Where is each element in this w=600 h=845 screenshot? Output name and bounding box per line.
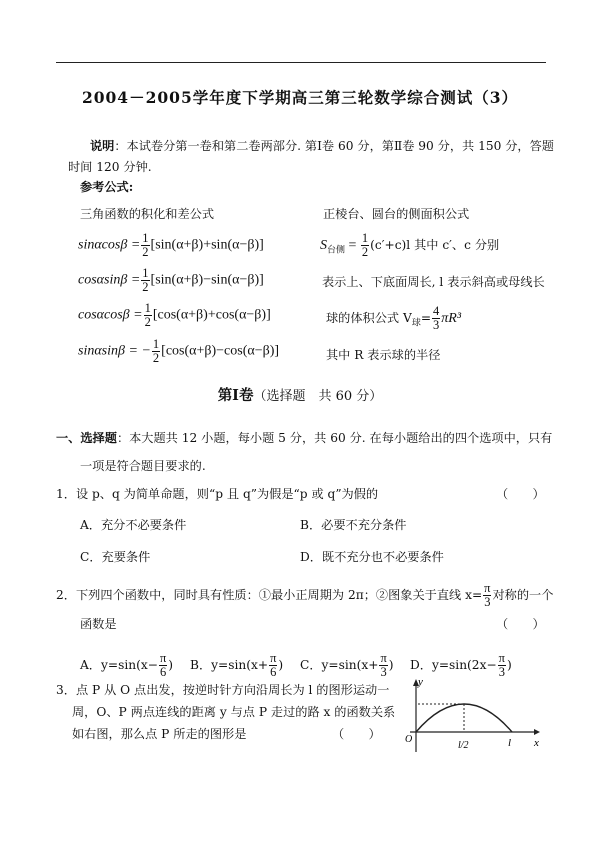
x-axis-label: x <box>534 737 539 749</box>
formula-2 <box>78 267 264 294</box>
formula-frustum-note: 表示上、下底面周长, l 表示斜高或母线长 <box>322 275 545 289</box>
q1-option-c: C．充要条件 <box>80 550 151 564</box>
formula-4 <box>78 338 279 365</box>
note-line2: 时间 120 分钟. <box>68 160 152 174</box>
q2-line2: 函数是 <box>80 617 117 631</box>
half-l-label: l/2 <box>458 740 469 751</box>
q3-graph <box>404 676 544 756</box>
formula-2-rhs: [sin(α+β)−sin(α−β)] <box>150 272 264 288</box>
q2-stem: 2．下列四个函数中，同时具有性质：①最小正周期为 2π；②图象关于直线 x= $\frac{\pi}{3}$ 对称的一个 <box>56 581 554 609</box>
q1-option-d: D．既不充分也不必要条件 <box>300 550 444 564</box>
half-fraction: $\frac{1}{2}$ <box>152 337 160 365</box>
formula-4-lhs: sinαsinβ = − <box>78 343 151 359</box>
part1-line2: 一项是符合题目要求的. <box>80 459 206 473</box>
q1-option-b: B．必要不充分条件 <box>300 518 407 532</box>
formula-right-title: 正棱台、圆台的侧面积公式 <box>323 207 470 221</box>
section-subtitle: （选择题 共 60 分） <box>253 389 383 404</box>
formula-3-lhs: cosαcosβ = <box>78 307 143 323</box>
formula-3-rhs: [cos(α+β)+cos(α−β)] <box>152 307 271 323</box>
part1-line1 <box>56 428 552 449</box>
note-line1 <box>90 136 554 157</box>
formula-1 <box>78 232 264 259</box>
formula-sphere-note: 其中 R 表示球的半径 <box>326 348 441 362</box>
q2-option-d: D．y=sin(2x− $\frac{\pi}{3}$ ) <box>410 651 512 679</box>
half-fraction: $\frac{1}{2}$ <box>142 231 149 259</box>
q1-option-a: A．充分不必要条件 <box>80 518 187 532</box>
note-text: ：本试卷分第一卷和第二卷两部分. 第Ⅰ卷 60 分，第Ⅱ卷 90 分，共 150 分，答题 <box>114 139 554 153</box>
formula-left-title: 三角函数的积化和差公式 <box>80 207 215 221</box>
x-axis-arrow <box>534 729 540 735</box>
page-title: 2004－2005学年度下学期高三第三轮数学综合测试（3） <box>81 88 519 107</box>
section-heading <box>0 384 600 405</box>
formula-heading: 参考公式: <box>80 180 134 194</box>
top-rule <box>56 62 546 63</box>
q2-option-c: C．y=sin(x+ $\frac{\pi}{3}$ ) <box>300 651 394 679</box>
q3-line1: 3．点 P 从 O 点出发，按逆时针方向沿周长为 l 的图形运动一 <box>56 683 390 697</box>
formula-1-rhs: [sin(α+β)+sin(α−β)] <box>150 237 264 253</box>
half-fraction: $\frac{1}{2}$ <box>142 266 149 294</box>
four-thirds-fraction: $\frac{4}{3}$ <box>433 304 440 332</box>
formula-4-rhs: [cos(α+β)−cos(α−β)] <box>161 343 280 359</box>
y-axis-label: y <box>418 676 423 688</box>
half-fraction: $\frac{1}{2}$ <box>361 231 369 259</box>
q2-option-a: A．y=sin(x− $\frac{\pi}{6}$ ) <box>80 651 174 679</box>
part1-label: 一、选择题 <box>56 431 117 445</box>
note-label: 说明 <box>90 139 115 153</box>
formula-2-lhs: cosαsinβ = <box>78 272 141 288</box>
q1-stem: 1．设 p、q 为简单命题，则“p 且 q”为假是“p 或 q”为假的 <box>56 487 379 501</box>
q2-option-b: B．y=sin(x+ $\frac{\pi}{6}$ ) <box>190 651 284 679</box>
half-fraction: $\frac{1}{2}$ <box>144 301 151 329</box>
origin-label: O <box>405 734 413 745</box>
l-label: l <box>508 737 512 749</box>
formula-sphere: 球的体积公式 $V_球=$ $\frac{4}{3}$ πR³ <box>326 304 462 332</box>
q3-answer-paren: （ ） <box>332 727 381 741</box>
formula-3 <box>78 302 271 329</box>
section-title: 第Ⅰ卷 <box>217 387 254 404</box>
formula-1-lhs: sinαcosβ = <box>78 237 141 253</box>
pi-over-3-fraction: $\frac{\pi}{3}$ <box>484 581 491 609</box>
part1-text: ：本大题共 12 小题，每小题 5 分，共 60 分. 在每小题给出的四个选项中，只有 <box>116 431 553 445</box>
q3-line3: 如右图，那么点 P 所走的图形是 <box>72 727 247 741</box>
q2-answer-paren: （ ） <box>496 617 545 631</box>
q1-answer-paren: （ ） <box>496 487 545 501</box>
q3-line2: 周，O、P 两点连线的距离 y 与点 P 走过的路 x 的函数关系 <box>72 705 396 719</box>
formula-frustum: $S_{台侧}$ = $\frac{1}{2}$ (c′+c)l 其中 c′、c 分别 <box>320 231 500 259</box>
